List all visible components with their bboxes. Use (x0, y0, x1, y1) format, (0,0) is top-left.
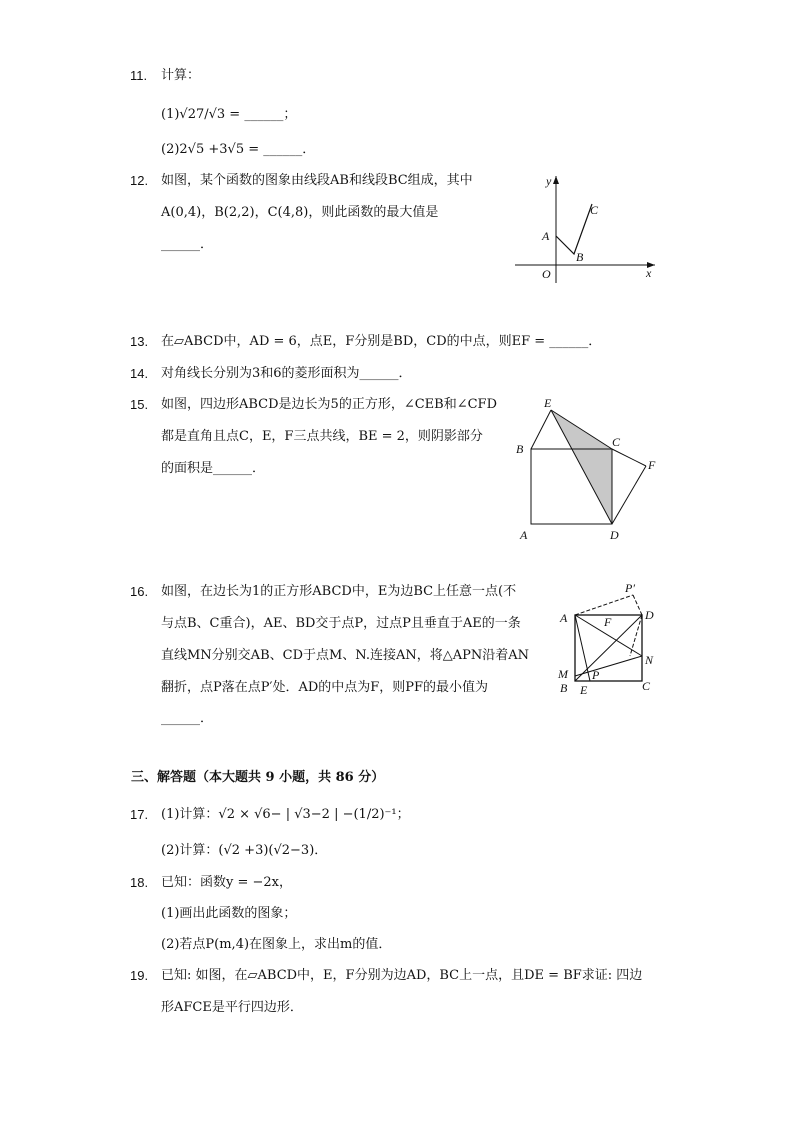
q18-part2: (2)若点P(m,4)在图象上，求出m的值． (161, 937, 392, 952)
q12-fig-b-label: B (576, 250, 584, 264)
q14-text: 对角线长分别为3和6的菱形面积为______． (161, 366, 412, 381)
q12-number: 12. (130, 173, 149, 188)
q15-fig-d-label: D (610, 528, 619, 542)
q16-fig-c-label: C (642, 679, 651, 693)
q16-fig-b-label: B (560, 681, 568, 695)
q13-text: 在▱ABCD中，AD = 6，点E，F分别是BD，CD的中点，则EF = ______． (161, 334, 602, 349)
q17-part1: (1)计算：√2 × √6− | √3−2 | −(1/2)⁻¹； (161, 807, 410, 822)
q12-line3: ______． (161, 237, 214, 252)
q16-fig-d-label: D (645, 608, 654, 622)
q16-line4: 翻折，点P落在点P′处．AD的中点为F，则PF的最小值为 (161, 680, 489, 695)
section-heading: 三、解答题（本大题共 9 小题，共 86 分） (131, 770, 385, 785)
q17-number: 17. (130, 807, 149, 822)
q19-line1: 已知: 如图，在▱ABCD中，E，F分别为边AD，BC上一点，且DE = BF求证: 四边 (161, 968, 643, 983)
q15-number: 15. (130, 397, 149, 412)
q15-fig-f-label: F (648, 458, 656, 472)
q12-fig-a-label: A (542, 229, 550, 243)
q16-line5: ______． (161, 711, 214, 726)
q12-figure (510, 168, 660, 288)
q15-fig-b-label: B (516, 442, 524, 456)
q15-fig-c-label: C (612, 435, 621, 449)
q17-part2: (2)计算：(√2 +3)(√2−3)． (161, 843, 328, 858)
q16-line1: 如图，在边长为1的正方形ABCD中，E为边BC上任意一点(不 (161, 584, 517, 599)
q12-line2: A(0,4)，B(2,2)，C(4,8)，则此函数的最大值是 (161, 205, 439, 220)
q12-fig-c-label: C (590, 203, 599, 217)
q18-part1: (1)画出此函数的图象； (161, 906, 297, 921)
q16-fig-a-label: A (560, 611, 568, 625)
q16-fig-m-label: M (558, 667, 568, 681)
q11-part2: (2)2√5 +3√5 = ______． (161, 142, 316, 157)
q11-stem: 计算： (161, 68, 201, 83)
q11-part1: (1)√27/√3 = ______； (161, 107, 297, 122)
q16-fig-pprime-label: P′ (625, 581, 635, 595)
q15-fig-a-label: A (520, 528, 528, 542)
q12-fig-x-label: x (646, 266, 652, 280)
q18-stem: 已知：函数y = −2x， (161, 875, 292, 890)
q19-number: 19. (130, 968, 149, 983)
q15-fig-e-label: E (544, 396, 552, 410)
q13-number: 13. (130, 334, 149, 349)
q11-number: 11. (130, 68, 148, 83)
q12-line1: 如图，某个函数的图象由线段AB和线段BC组成，其中 (161, 173, 473, 188)
q15-line3: 的面积是______． (161, 461, 266, 476)
q16-number: 16. (130, 584, 149, 599)
q16-fig-e-label: E (580, 683, 588, 697)
q16-line3: 直线MN分别交AB、CD于点M、N.连接AN，将△APN沿着AN (161, 648, 530, 663)
q15-line1: 如图，四边形ABCD是边长为5的正方形，∠CEB和∠CFD (161, 397, 497, 412)
q12-fig-o-label: O (542, 267, 551, 281)
q16-fig-f-label: F (604, 615, 612, 629)
q16-fig-p-label: P (592, 668, 600, 682)
q16-line2: 与点B、C重合)，AE、BD交于点P，过点P且垂直于AE的一条 (161, 616, 521, 631)
q16-fig-n-label: N (645, 653, 654, 667)
q15-line2: 都是直角且点C，E，F三点共线，BE = 2，则阴影部分 (161, 429, 483, 444)
q19-line2: 形AFCE是平行四边形． (161, 1000, 303, 1015)
q18-number: 18. (130, 875, 149, 890)
q15-figure (510, 395, 670, 545)
q16-figure (550, 580, 665, 700)
q12-fig-y-label: y (546, 174, 552, 188)
q14-number: 14. (130, 366, 149, 381)
